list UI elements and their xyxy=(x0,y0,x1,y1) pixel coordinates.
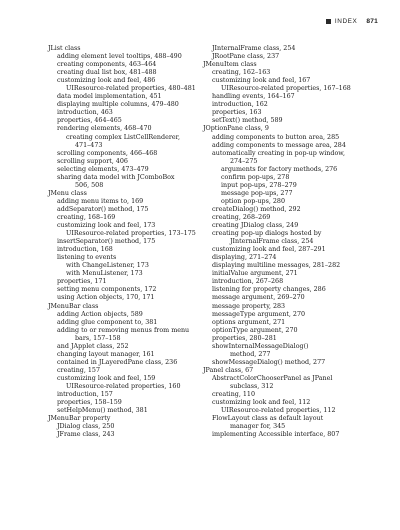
index-entry: creating, 110 xyxy=(212,391,255,399)
index-entry: JDialog class, 250 xyxy=(57,423,115,431)
index-entry: FlowLayout class as default layout xyxy=(212,415,324,423)
index-entry: data model implementation, 451 xyxy=(57,93,162,101)
index-entry: JInternalFrame class, 254 xyxy=(212,45,296,52)
index-entry: JPanel class, 67 xyxy=(203,366,254,374)
index-column-right xyxy=(203,45,383,439)
index-entry: rendering elements, 468–470 xyxy=(57,125,152,133)
index-entry: properties, 158–159 xyxy=(57,399,122,407)
page-number: 871 xyxy=(366,18,378,25)
index-entry: setHelpMenu() method, 381 xyxy=(57,407,148,415)
index-entry: UIResource-related properties, 173–175 xyxy=(66,230,196,238)
index-entry: UIResource-related properties, 112 xyxy=(221,407,336,415)
index-entry: message pop-ups, 277 xyxy=(221,189,293,197)
index-entry: optionType argument, 270 xyxy=(212,326,298,334)
index-entry: introduction, 168 xyxy=(57,246,113,254)
index-entry: introduction, 157 xyxy=(57,391,113,399)
index-entry: customizing look and feel, 486 xyxy=(57,77,156,85)
index-entry: introduction, 162 xyxy=(212,101,268,109)
index-entry: showMessageDialog() method, 277 xyxy=(212,358,326,366)
index-entry: displaying multiple columns, 479–480 xyxy=(57,101,179,109)
index-entry: scrolling components, 466–468 xyxy=(57,149,158,157)
index-entry: setting menu components, 172 xyxy=(57,286,157,294)
index-entry: using Action objects, 170, 171 xyxy=(57,294,155,302)
index-entry: creating dual list box, 481–488 xyxy=(57,69,157,77)
index-entry: adding components to button area, 285 xyxy=(212,133,340,141)
index-entry: adding to or removing menus from menu xyxy=(57,326,190,334)
index-entry: JOptionPane class, 9 xyxy=(203,125,269,133)
index-column-left xyxy=(48,45,198,439)
index-entry: adding Action objects, 589 xyxy=(57,310,143,318)
index-entry: automatically creating in pop-up window, xyxy=(212,149,345,157)
index-entry: creating complex ListCellRenderer, xyxy=(66,133,180,141)
index-entry: JMenuBar class xyxy=(48,302,99,310)
index-entry: customizing look and feel, 287–291 xyxy=(212,246,326,254)
index-entry: showInternalMessageDialog() xyxy=(212,342,309,350)
index-entry: JInternalFrame class, 254 xyxy=(230,238,314,246)
index-entry: JList class xyxy=(48,45,81,52)
index-entry: adding components to message area, 284 xyxy=(212,141,346,149)
section-label-text: INDEX xyxy=(334,18,358,25)
index-entry: properties, 464–465 xyxy=(57,117,122,125)
index-entry: JMenuBar property xyxy=(48,415,111,423)
index-entry: createDialog() method, 292 xyxy=(212,205,301,213)
running-header xyxy=(326,18,378,25)
index-entry: customizing look and feel, 167 xyxy=(212,77,311,85)
index-entry: 506, 508 xyxy=(75,181,104,189)
index-entry: messageType argument, 270 xyxy=(212,310,306,318)
index-entry: message property, 283 xyxy=(212,302,286,310)
index-entry: insertSeparator() method, 175 xyxy=(57,238,156,246)
index-entry: scrolling support, 406 xyxy=(57,157,128,165)
index-entry: creating, 162–163 xyxy=(212,69,271,77)
section-marker-icon xyxy=(326,19,331,24)
index-entry: creating, 157 xyxy=(57,366,100,374)
section-label xyxy=(326,18,358,25)
index-entry: properties, 163 xyxy=(212,109,262,117)
index-entry: creating, 168–169 xyxy=(57,213,116,221)
index-entry: selecting elements, 473–479 xyxy=(57,165,149,173)
index-entry: setText() method, 589 xyxy=(212,117,283,125)
index-entry: listening for property changes, 286 xyxy=(212,286,326,294)
index-entry: JMenuItem class xyxy=(203,61,257,69)
index-entry: initialValue argument, 271 xyxy=(212,270,298,278)
index-entry: arguments for factory methods, 276 xyxy=(221,165,338,173)
index-entry: JRootPane class, 237 xyxy=(212,53,280,61)
index-entry: introduction, 463 xyxy=(57,109,113,117)
index-entry: message argument, 269–270 xyxy=(212,294,305,302)
index-entry: listening to events xyxy=(57,254,117,262)
index-entry: 274–275 xyxy=(230,157,258,165)
index-entry: handling events, 164–167 xyxy=(212,93,295,101)
index-entry: adding glue component to, 381 xyxy=(57,318,158,326)
index-entry: subclass, 312 xyxy=(230,382,274,390)
index-entry: with MenuListener, 173 xyxy=(66,270,143,278)
index-entry: and JApplet class, 252 xyxy=(57,342,129,350)
index-entry: 471–473 xyxy=(75,141,103,149)
index-entry: customizing look and feel, 112 xyxy=(212,399,311,407)
index-entry: creating, 268–269 xyxy=(212,213,271,221)
index-entry: creating components, 463–464 xyxy=(57,61,157,69)
index-entry: JFrame class, 243 xyxy=(57,431,115,439)
index-entry: manager for, 345 xyxy=(230,423,286,431)
index-entry: customizing look and feel, 173 xyxy=(57,222,156,230)
index-entry: introduction, 267–268 xyxy=(212,278,284,286)
index-entry: addSeparator() method, 175 xyxy=(57,205,149,213)
index-entry: changing layout manager, 161 xyxy=(57,350,155,358)
index-entry: properties, 171 xyxy=(57,278,107,286)
index-entry: adding menu items to, 169 xyxy=(57,197,144,205)
index-entry: implementing Accessible interface, 807 xyxy=(212,431,340,439)
index-entry: JMenu class xyxy=(48,189,87,197)
index-entry: bars, 157–158 xyxy=(75,334,121,342)
index-entry: contained in JLayeredPane class, 236 xyxy=(57,358,178,366)
index-entry: adding element level tooltips, 488–490 xyxy=(57,53,182,61)
index-entry: sharing data model with JComboBox xyxy=(57,173,175,181)
index-entry: UIResource-related properties, 480–481 xyxy=(66,85,196,93)
index-entry: with ChangeListener, 173 xyxy=(66,262,149,270)
index-entry: confirm pop-ups, 278 xyxy=(221,173,290,181)
index-entry: UIResource-related properties, 167–168 xyxy=(221,85,351,93)
index-entry: input pop-ups, 278–279 xyxy=(221,181,297,189)
index-entry: method, 277 xyxy=(230,350,271,358)
index-entry: option pop-ups, 280 xyxy=(221,197,286,205)
index-entry: creating pop-up dialogs hosted by xyxy=(212,230,322,238)
index-entry: AbstractColorChooserPanel as JPanel xyxy=(212,374,333,382)
index-entry: options argument, 271 xyxy=(212,318,286,326)
index-entry: displaying, 271–274 xyxy=(212,254,277,262)
index-entry: UIResource-related properties, 160 xyxy=(66,382,181,390)
index-entry: properties, 280–281 xyxy=(212,334,277,342)
index-entry: customizing look and feel, 159 xyxy=(57,374,156,382)
index-entry: creating JDialog class, 249 xyxy=(212,222,299,230)
index-entry: displaying multiline messages, 281–282 xyxy=(212,262,341,270)
